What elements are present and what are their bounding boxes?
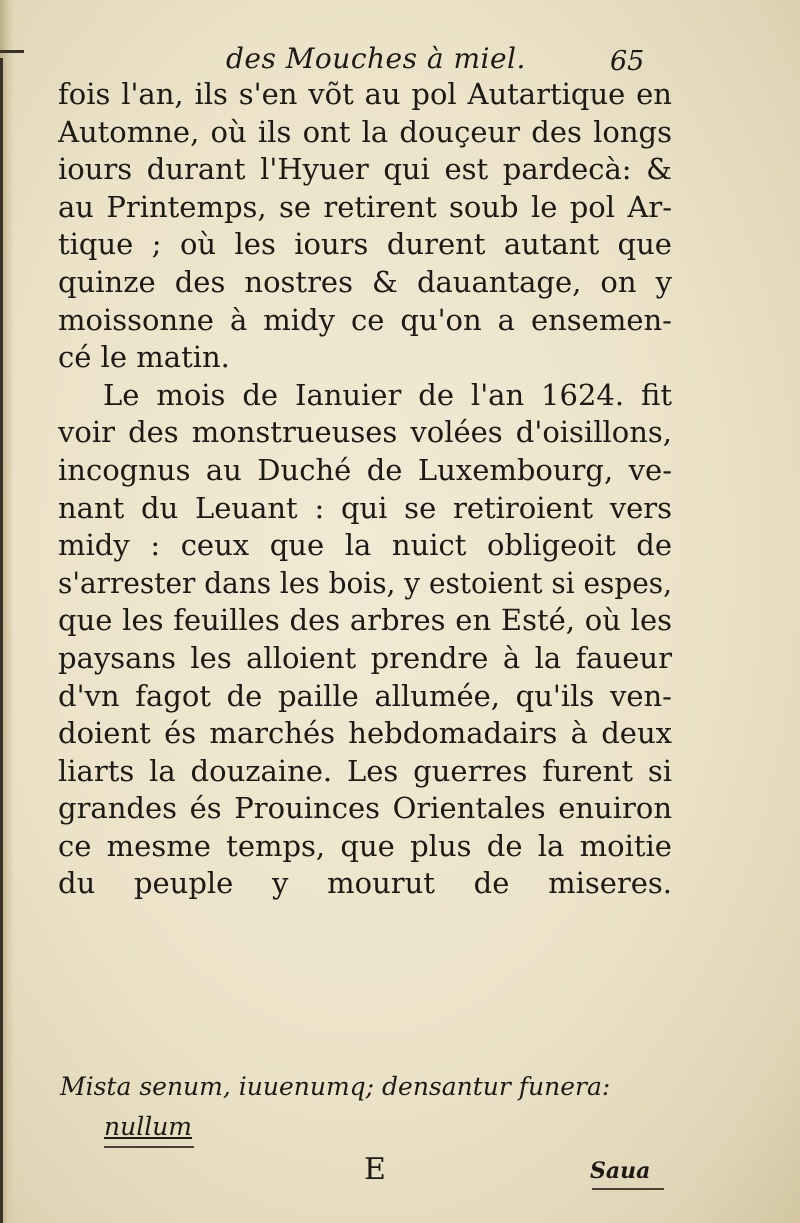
text-line: paysans les alloient prendre à la faueur (58, 640, 672, 675)
text-line: au Printemps, se retirent soub le pol Ar- (58, 189, 672, 224)
running-title: des Mouches à miel. (226, 42, 526, 75)
body-text (58, 76, 672, 903)
rule-mark (104, 1146, 194, 1148)
page-number: 65 (610, 46, 645, 77)
text-line: grandes és Prouinces Orientales enuiron (58, 791, 672, 826)
signature-mark: E (364, 1152, 386, 1187)
text-line: incognus au Duché de Luxembourg, ve- (58, 452, 672, 487)
catchword: Saua (590, 1158, 651, 1184)
catchword-underline (592, 1188, 664, 1190)
text-line: d'vn fagot de paille allumée, qu'ils ven- (58, 678, 672, 713)
text-line: nant du Leuant : qui se retiroient vers (58, 490, 673, 525)
text-line: du peuple y mourut de miseres. (58, 866, 673, 901)
text-line: s'arrester dans les bois, y estoient si espes, (58, 565, 673, 600)
text-line: liarts la douzaine. Les guerres furent si (58, 753, 673, 788)
text-line: quinze des nostres & dauantage, on y (58, 264, 673, 299)
latin-quote-continuation: nullum (104, 1112, 193, 1141)
latin-quote: Mista senum, iuuenumq; densantur funera: (60, 1072, 611, 1101)
text-line: ce mesme temps, que plus de la moitie (58, 828, 672, 863)
text-line: Le mois de Ianuier de l'an 1624. fit (103, 377, 672, 412)
text-line: iours durant l'Hyuer qui est pardecà: & (58, 152, 672, 187)
text-line: moissonne à midy ce qu'on a ensemen- (58, 302, 672, 337)
text-line: que les feuilles des arbres en Esté, où les (58, 603, 673, 638)
text-line: tique ; où les iours durent autant que (58, 227, 672, 262)
text-line: voir des monstrueuses volées d'oisillons, (58, 415, 672, 450)
text-line: cé le matin. (58, 340, 230, 375)
text-line: fois l'an, ils s'en võt au pol Autartique en (58, 77, 672, 111)
text-line: doient és marchés hebdomadairs à deux (58, 716, 672, 751)
text-line: Automne, où ils ont la douçeur des longs (58, 114, 672, 149)
left-margin-rule (0, 58, 3, 1223)
left-margin-tick (0, 50, 24, 53)
text-line: midy : ceux que la nuict obligeoit de (58, 528, 673, 563)
